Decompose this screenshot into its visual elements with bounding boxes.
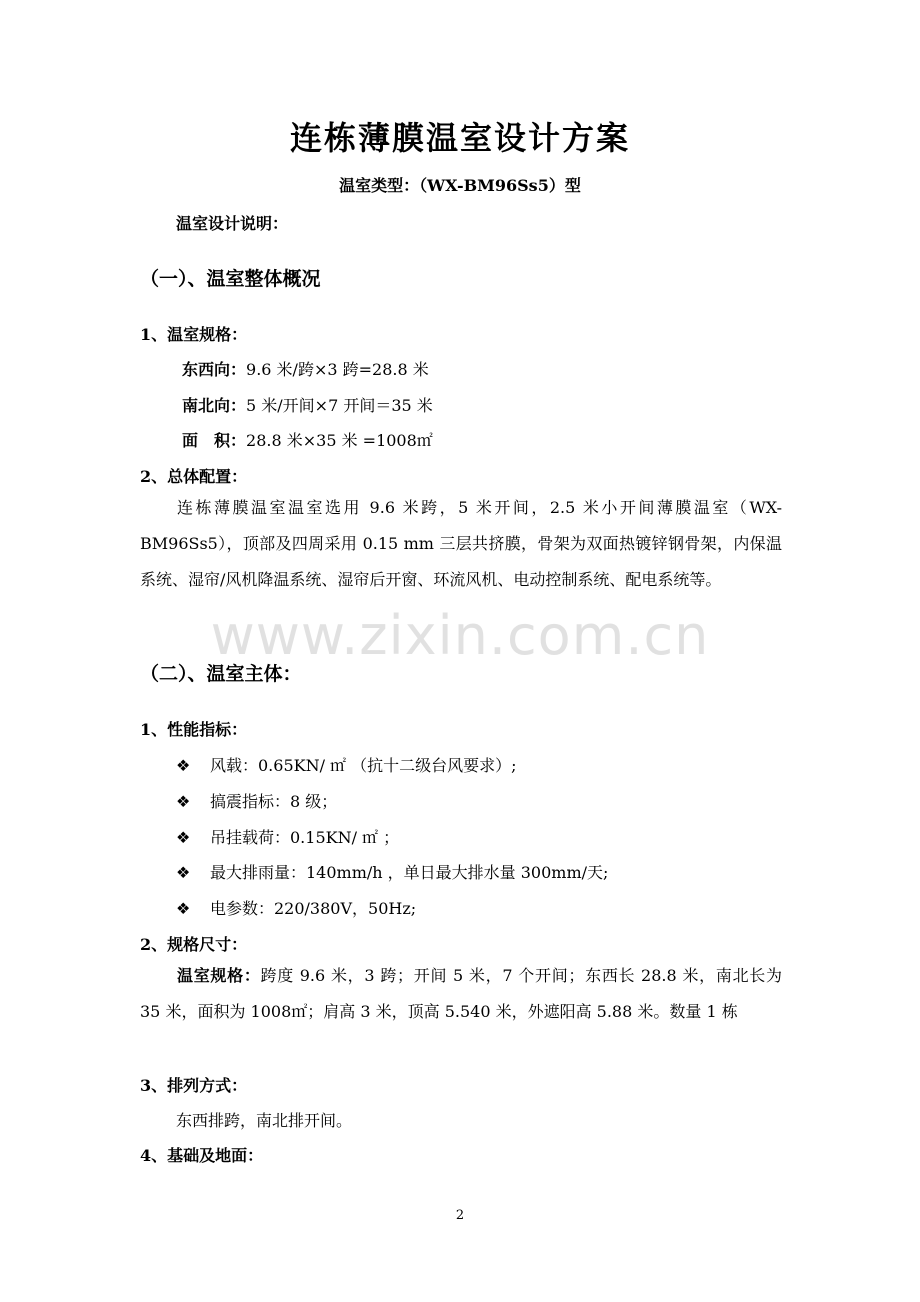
size-paragraph <box>140 958 782 1030</box>
page-number: 2 <box>455 1208 465 1223</box>
bullet-item <box>176 789 337 812</box>
bullet-item <box>176 860 608 883</box>
diamond-bullet-icon: ❖ <box>176 899 191 918</box>
diamond-bullet-icon: ❖ <box>176 756 191 775</box>
north-south-value: 5 米/开间×7 开间＝35 米 <box>246 396 433 415</box>
area-value: 28.8 米×35 米 =1008㎡ <box>246 431 433 450</box>
greenhouse-type: 温室类型：（WX-BM96Ss5）型 <box>339 176 581 195</box>
area-row <box>182 428 433 451</box>
document-title: 连栋薄膜温室设计方案 <box>289 119 630 157</box>
section1-heading: （一）、温室整体概况 <box>140 268 321 290</box>
bullet-text: 最大排雨量：140mm/h ，单日最大排水量 300mm/天; <box>210 863 609 882</box>
size-label: 温室规格： <box>177 966 261 985</box>
bullet-text: 搞震指标：8 级； <box>210 792 338 811</box>
bullet-text: 电参数：220/380V，50Hz; <box>210 899 417 918</box>
diamond-bullet-icon: ❖ <box>176 792 191 811</box>
bullet-item <box>176 825 399 848</box>
bullet-text: 风载：0.65KN/ ㎡ （抗十二级台风要求）; <box>210 756 517 775</box>
bullet-item <box>176 896 416 919</box>
performance-heading: 1、性能指标： <box>140 720 248 739</box>
arrangement-heading: 3、排列方式： <box>140 1076 248 1095</box>
spec-heading: 1、温室规格： <box>140 325 248 344</box>
arrangement-text: 东西排跨，南北排开间。 <box>176 1111 353 1130</box>
design-intro-label: 温室设计说明： <box>176 214 289 233</box>
bullet-text: 吊挂载荷：0.15KN/ ㎡ ； <box>210 828 400 847</box>
watermark: www.zixin.com.cn <box>210 604 710 667</box>
diamond-bullet-icon: ❖ <box>176 863 191 882</box>
area-label: 面 积： <box>182 431 247 450</box>
north-south-label: 南北向： <box>182 396 247 415</box>
east-west-row <box>182 357 429 380</box>
diamond-bullet-icon: ❖ <box>176 828 191 847</box>
foundation-heading: 4、基础及地面： <box>140 1146 264 1165</box>
config-heading: 2、总体配置： <box>140 467 248 486</box>
size-text: 跨度 9.6 米，3 跨；开间 5 米，7 个开间；东西长 28.8 米，南北长为 35 米，面积为 1008㎡；肩高 3 米，顶高 5.540 米，外遮阳高 5.88 米。数量 1 栋 <box>140 966 782 1021</box>
north-south-row <box>182 393 433 416</box>
size-heading: 2、规格尺寸： <box>140 935 248 954</box>
bullet-item <box>176 753 517 776</box>
east-west-value: 9.6 米/跨×3 跨=28.8 米 <box>246 360 429 379</box>
config-paragraph: 连栋薄膜温室温室选用 9.6 米跨，5 米开间，2.5 米小开间薄膜温室（WX-BM96Ss5），顶部及四周采用 0.15 mm 三层共挤膜，骨架为双面热镀锌钢骨架，内保温系统、湿帘/风机降温系统、湿帘后开窗、环流风机、电动控制系统、配电系统等。 <box>140 498 782 589</box>
section2-heading: （二）、温室主体： <box>140 663 302 685</box>
east-west-label: 东西向： <box>182 360 247 379</box>
